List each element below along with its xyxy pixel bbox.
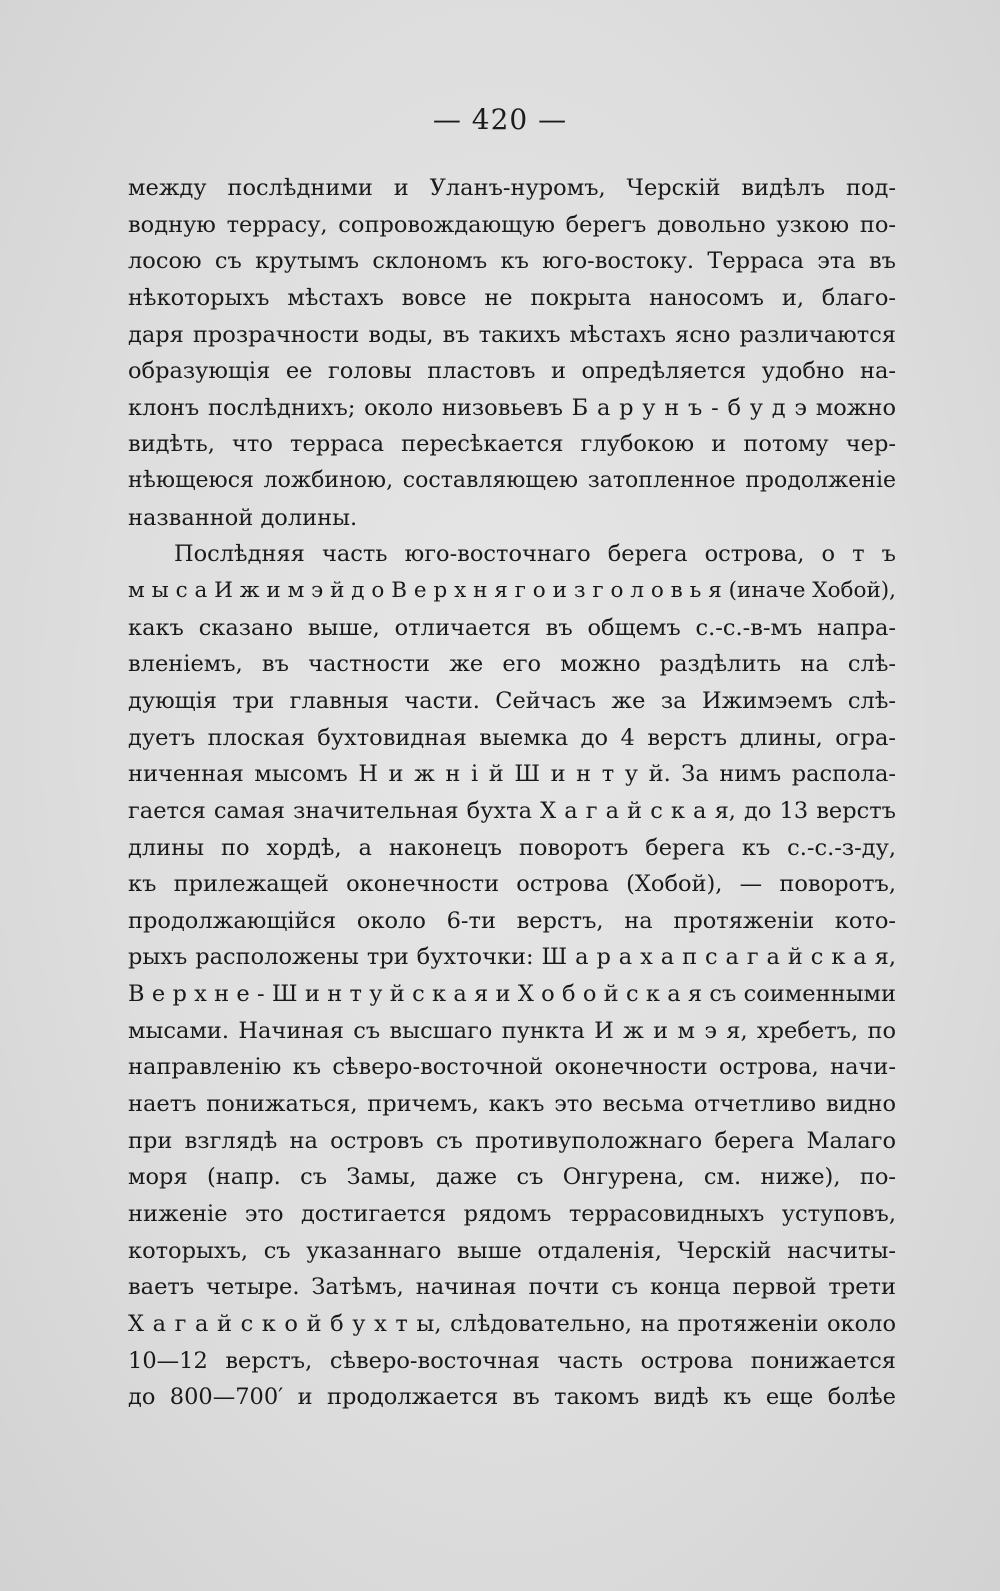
paragraph-2 <box>128 536 896 1415</box>
text-line: продолжающійся около 6-ти верстъ, на протяженіи кото- <box>128 907 896 934</box>
text-line: лосою съ крутымъ склономъ къ юго-востоку. Терраса эта въ <box>128 248 896 275</box>
text-line: нѣкоторыхъ мѣстахъ вовсе не покрыта наносомъ и, благо- <box>128 284 896 311</box>
text-line: мысами. Начиная съ высшаго пункта И ж и м э я, хребетъ, по <box>128 1017 896 1044</box>
text-line: даря прозрачности воды, въ такихъ мѣстахъ ясно различаются <box>128 321 896 348</box>
text-line: къ прилежащей оконечности острова (Хобой), — поворотъ, <box>128 871 896 898</box>
text-line: гается самая значительная бухта Х а г а й с к а я, до 13 верстъ <box>128 797 896 824</box>
text-line: ниженіе это достигается рядомъ террасовидныхъ уступовъ, <box>128 1200 896 1227</box>
text-line: длины по хордѣ, а наконецъ поворотъ берега къ с.-с.-з-ду, <box>128 834 896 861</box>
text-line: вленіемъ, въ частности же его можно раздѣлить на слѣ- <box>128 651 896 678</box>
text-line: водную террасу, сопровождающую берегъ довольно узкою по- <box>128 211 896 238</box>
text-line: какъ сказано выше, отличается въ общемъ с.-с.-в-мъ напра- <box>128 614 896 641</box>
text-line: направленію къ сѣверо-восточной оконечности острова, начи- <box>128 1054 896 1081</box>
text-line: дуетъ плоская бухтовидная выемка до 4 верстъ длины, огра- <box>128 724 896 751</box>
text-line: клонъ послѣднихъ; около низовьевъ Б а р у н ъ - б у д э можно <box>128 394 896 421</box>
text-line: Х а г а й с к о й б у х т ы, слѣдовательно, на протяженіи около <box>128 1310 896 1337</box>
text-line: между послѣдними и Уланъ-нуромъ, Черскій видѣлъ под- <box>128 175 896 201</box>
text-line: видѣть, что терраса пересѣкается глубокою и потому чер- <box>128 431 896 458</box>
text-line: м ы с а И ж и м э й д о В е р х н я г о и з г о л о в ь я (иначе Хобой), <box>128 578 896 604</box>
text-line: нѣющеюся ложбиною, составляющею затопленное продолженіе <box>128 468 896 494</box>
body-text <box>128 170 896 1416</box>
text-line: 10—12 верстъ, сѣверо-восточная часть острова понижается <box>128 1347 896 1374</box>
text-line: рыхъ расположены три бухточки: Ш а р а х а п с а г а й с к а я, <box>128 944 896 971</box>
text-line: при взглядѣ на островъ съ противуположнаго берега Малаго <box>128 1127 896 1154</box>
text-line: образующія ее головы пластовъ и опредѣляется удобно на- <box>128 358 896 385</box>
text-line: до 800—700′ и продолжается въ такомъ видѣ къ еще болѣе <box>128 1384 896 1411</box>
text-line: моря (напр. съ Замы, даже съ Онгурена, см. ниже), по- <box>128 1164 896 1191</box>
text-line: Послѣдняя часть юго-восточнаго берега острова, о т ъ <box>174 541 896 568</box>
text-line: названной долины. <box>128 504 358 531</box>
text-line: наетъ понижаться, причемъ, какъ это весьма отчетливо видно <box>128 1091 896 1118</box>
paragraph-1 <box>128 170 896 536</box>
text-line: ваетъ четыре. Затѣмъ, начиная почти съ конца первой трети <box>128 1274 896 1301</box>
text-line: которыхъ, съ указаннаго выше отдаленія, Черскій насчиты- <box>128 1237 896 1264</box>
page-number: — 420 — <box>432 103 568 136</box>
text-line: дующія три главныя части. Сейчасъ же за Ижимэемъ слѣ- <box>128 687 896 714</box>
text-line: ниченная мысомъ Н и ж н і й Ш и н т у й. За нимъ распола- <box>128 761 896 788</box>
text-line: В е р х н е - Ш и н т у й с к а я и Х о б о й с к а я съ соименными <box>128 981 896 1008</box>
